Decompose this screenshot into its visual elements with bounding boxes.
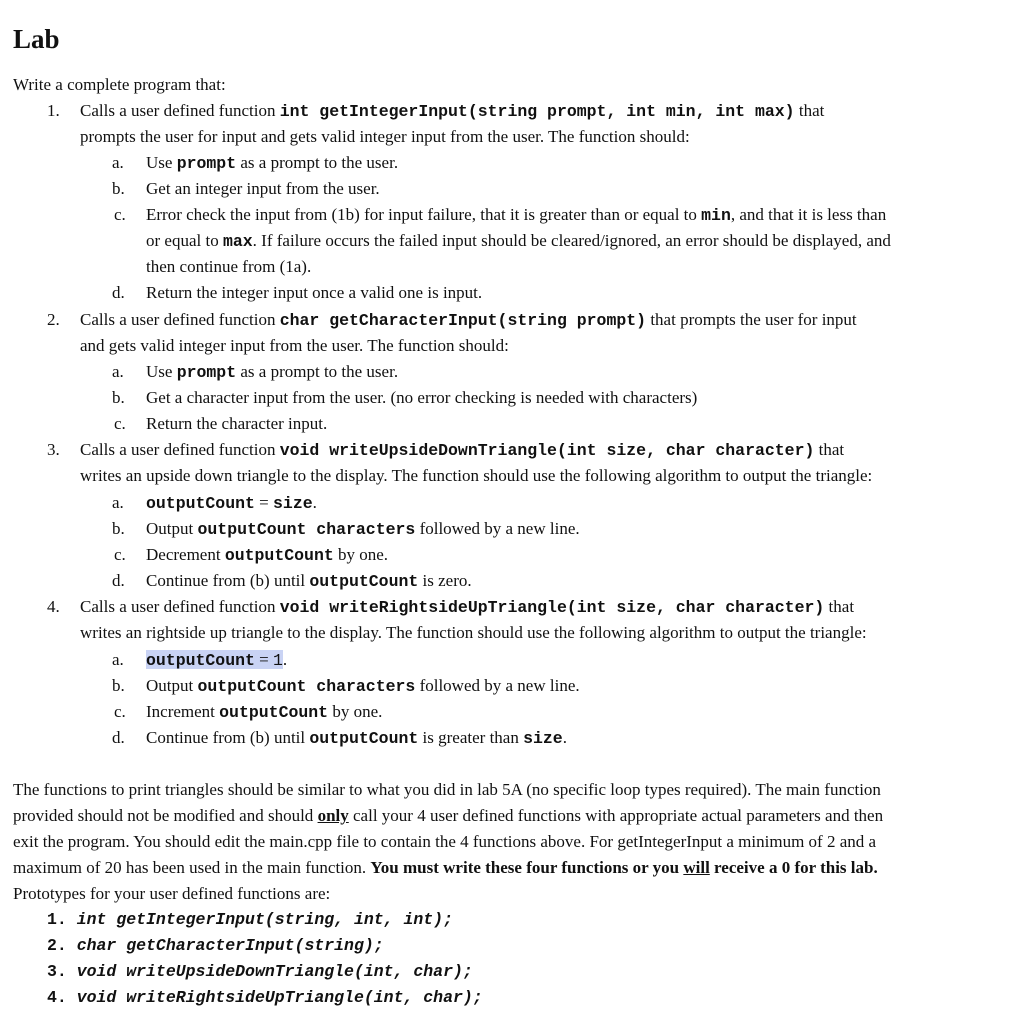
page-title: Lab — [13, 24, 60, 54]
item-4b-label: b. — [112, 676, 125, 695]
paragraph-l4-pre: maximum of 20 has been used in the main function. — [13, 858, 371, 877]
selection-highlight — [146, 650, 283, 669]
item-1c2-post: . If failure occurs the failed input should be cleared/ignored, an error should be displayed, and — [252, 231, 891, 250]
item-1a-label: a. — [112, 153, 124, 172]
item-4a-code: outputCount — [146, 651, 255, 670]
item-4b-code: outputCount characters — [197, 677, 416, 696]
paragraph-line-1: The functions to print triangles should be similar to what you did in lab 5A (no specific loop types required). The main function — [13, 780, 881, 799]
item-2-line-2: and gets valid integer input from the user. The function should: — [80, 336, 509, 355]
item-4c-label: c. — [114, 702, 126, 721]
item-3a-code-1: outputCount — [146, 494, 255, 513]
prototype-3-number: 3. — [47, 962, 67, 981]
item-3-number: 3. — [47, 440, 60, 459]
item-3-post: that — [814, 440, 845, 459]
item-3a-mid: = — [254, 493, 274, 512]
prototype-1-text: int getIntegerInput(string, int, int); — [76, 910, 453, 929]
item-4-signature: void writeRightsideUpTriangle(int size, char character) — [279, 598, 825, 617]
item-1c-line-3: then continue from (1a). — [146, 257, 312, 276]
item-4-line-1 — [80, 594, 854, 620]
prototype-2-text: char getCharacterInput(string); — [76, 936, 384, 955]
item-3-signature: void writeUpsideDownTriangle(int size, char character) — [279, 441, 815, 460]
item-3c-label: c. — [114, 545, 126, 564]
item-3c-code: outputCount — [224, 546, 334, 565]
item-4c-code: outputCount — [219, 703, 329, 722]
paragraph-l4-bold-2: receive a 0 for this lab. — [709, 858, 878, 877]
item-1b-label: b. — [112, 179, 125, 198]
item-2a-code: prompt — [176, 363, 237, 382]
item-1d-text: Return the integer input once a valid one is input. — [146, 283, 483, 302]
intro-text: Write a complete program that: — [13, 75, 226, 94]
item-4d-pre: Continue from (b) until — [146, 728, 310, 747]
item-1a-post: as a prompt to the user. — [236, 153, 399, 172]
item-1a-code: prompt — [176, 154, 237, 173]
paragraph-line-5: Prototypes for your user defined functions are: — [13, 884, 331, 903]
paragraph-l2-post: call your 4 user defined functions with appropriate actual parameters and then — [348, 806, 884, 825]
item-3-pre: Calls a user defined function — [80, 440, 280, 459]
item-1c-pre: Error check the input from (1b) for input failure, that it is greater than or equal to — [146, 205, 702, 224]
prototype-1-number: 1. — [47, 910, 67, 929]
item-3d-code: outputCount — [309, 572, 419, 591]
item-3c-post: by one. — [333, 545, 389, 564]
item-1-signature: int getIntegerInput(string prompt, int min, int max) — [279, 102, 795, 121]
paragraph-l4-underline: will — [683, 858, 710, 877]
prototype-3 — [47, 959, 473, 985]
item-4c-pre: Increment — [146, 702, 220, 721]
item-1c-line-1 — [146, 202, 886, 228]
item-1a-text — [146, 150, 398, 176]
item-1-line-1 — [80, 98, 824, 124]
item-4d-text — [146, 725, 567, 751]
item-4c-post: by one. — [328, 702, 383, 721]
item-4-line-2: writes an rightside up triangle to the display. The function should use the following algorithm to output the triangle: — [80, 623, 867, 642]
item-4-pre: Calls a user defined function — [80, 597, 280, 616]
item-4-number: 4. — [47, 597, 60, 616]
item-4b-post: followed by a new line. — [415, 676, 580, 695]
item-4-post: that — [824, 597, 855, 616]
item-1c2-pre: or equal to — [146, 231, 223, 250]
item-2-post: that prompts the user for input — [646, 310, 857, 329]
item-3-line-2: writes an upside down triangle to the display. The function should use the following algorithm to output the triangle: — [80, 466, 873, 485]
prototype-2-number: 2. — [47, 936, 67, 955]
item-4a-mid: = — [254, 650, 274, 669]
item-2-line-1 — [80, 307, 857, 333]
item-4a-post: . — [282, 650, 288, 669]
prototype-2 — [47, 933, 384, 959]
item-4d-code: outputCount — [309, 729, 419, 748]
item-3d-pre: Continue from (b) until — [146, 571, 310, 590]
item-3a-post: . — [312, 493, 317, 512]
item-3-line-1 — [80, 437, 844, 463]
item-4d-post: is greater than — [418, 728, 524, 747]
item-4b-text — [146, 673, 580, 699]
item-2a-label: a. — [112, 362, 124, 381]
item-4d-code-2: size — [523, 729, 563, 748]
item-4b-pre: Output — [146, 676, 198, 695]
item-1-pre: Calls a user defined function — [80, 101, 280, 120]
item-2b-label: b. — [112, 388, 125, 407]
item-3d-label: d. — [112, 571, 125, 590]
paragraph-l4-bold-1: You must write these four functions or you — [370, 858, 684, 877]
item-3b-label: b. — [112, 519, 125, 538]
paragraph-line-3: exit the program. You should edit the main.cpp file to contain the 4 functions above. For getIntegerInput a minimum of 2 and a — [13, 832, 877, 851]
item-2-pre: Calls a user defined function — [80, 310, 280, 329]
item-1-line-2: prompts the user for input and gets valid integer input from the user. The function should: — [80, 127, 690, 146]
paragraph-l2-underline: only — [317, 806, 349, 825]
item-4a-value: 1 — [273, 651, 283, 670]
item-2c-text: Return the character input. — [146, 414, 328, 433]
item-1c-post: , and that it is less than — [730, 205, 887, 224]
item-1d-label: d. — [112, 283, 125, 302]
item-4d-label: d. — [112, 728, 125, 747]
item-3d-post: is zero. — [418, 571, 472, 590]
prototype-1 — [47, 907, 453, 933]
paragraph-line-2 — [13, 803, 883, 829]
item-1-number: 1. — [47, 101, 60, 120]
item-3a-text — [146, 490, 317, 516]
prototype-4-text: void writeRightsideUpTriangle(int, char); — [76, 988, 483, 1007]
item-1c2-code: max — [222, 232, 253, 251]
item-1-post: that — [794, 101, 825, 120]
item-2c-label: c. — [114, 414, 126, 433]
item-3a-label: a. — [112, 493, 124, 512]
item-2a-text — [146, 359, 398, 385]
item-2b-text: Get a character input from the user. (no error checking is needed with characters) — [146, 388, 698, 407]
prototype-4-number: 4. — [47, 988, 67, 1007]
prototype-4 — [47, 985, 483, 1011]
item-2a-pre: Use — [146, 362, 177, 381]
item-1c-line-2 — [146, 228, 891, 254]
item-1b-text: Get an integer input from the user. — [146, 179, 380, 198]
item-3d-text — [146, 568, 472, 594]
item-3b-code: outputCount characters — [197, 520, 416, 539]
item-3c-text — [146, 542, 388, 568]
item-3a-code-2: size — [273, 494, 313, 513]
paragraph-l2-pre: provided should not be modified and should — [13, 806, 318, 825]
item-4d-end: . — [562, 728, 567, 747]
item-4c-text — [146, 699, 382, 725]
item-1a-pre: Use — [146, 153, 177, 172]
prototype-3-text: void writeUpsideDownTriangle(int, char); — [76, 962, 473, 981]
item-4a-label: a. — [112, 650, 124, 669]
item-3b-pre: Output — [146, 519, 198, 538]
item-1c-code: min — [701, 206, 731, 225]
item-2-number: 2. — [47, 310, 60, 329]
item-3b-text — [146, 516, 580, 542]
item-2-signature: char getCharacterInput(string prompt) — [279, 311, 647, 330]
item-1c-label: c. — [114, 205, 126, 224]
item-3b-post: followed by a new line. — [415, 519, 580, 538]
item-2a-post: as a prompt to the user. — [236, 362, 399, 381]
item-4a-text — [146, 647, 287, 673]
paragraph-line-4 — [13, 855, 878, 881]
item-3c-pre: Decrement — [146, 545, 225, 564]
